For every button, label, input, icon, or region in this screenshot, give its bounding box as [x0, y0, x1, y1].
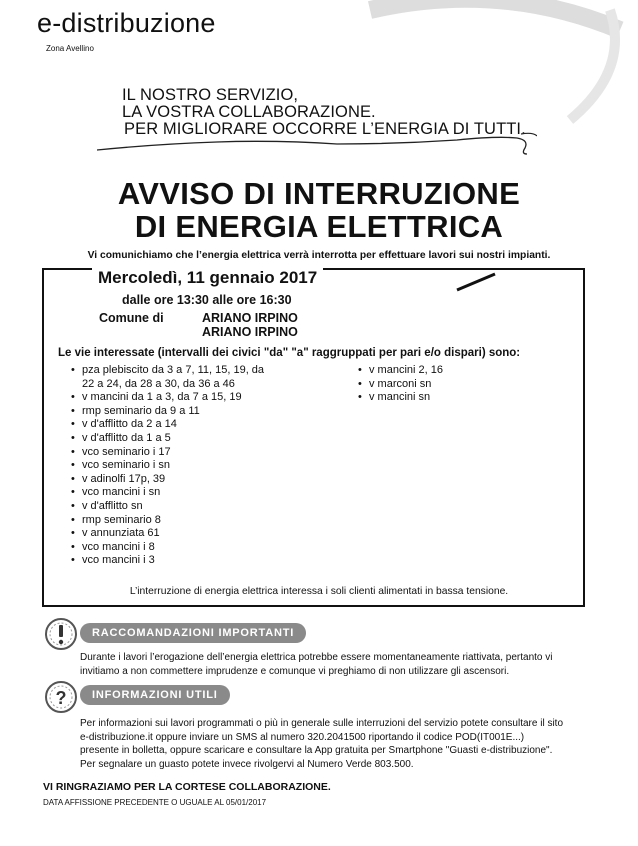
street-item: • rmp seminario 8 — [71, 514, 264, 528]
streets-list-col2 — [358, 364, 443, 405]
comune-line: Comune di ARIANO IRPINO — [99, 311, 298, 325]
exclamation-icon — [44, 617, 78, 651]
zona-label: Zona Avellino — [46, 44, 94, 53]
intro-text: Vi comunichiamo che l’energia elettrica verrà interrotta per effettuare lavori sui nostri impianti. — [87, 250, 551, 261]
slogan-line-1: IL NOSTRO SERVIZIO, — [122, 86, 299, 104]
street-item: • vco seminario i sn — [71, 459, 264, 473]
streets-list-col1 — [71, 364, 264, 568]
squiggle-decoration — [97, 130, 537, 158]
interruption-time: dalle ore 13:30 alle ore 16:30 — [122, 293, 292, 307]
slogan-line-3: PER MIGLIORARE OCCORRE L’ENERGIA DI TUTTI. — [124, 120, 526, 138]
interruption-date: Mercoledì, 11 gennaio 2017 — [92, 268, 323, 288]
street-item: • v annunziata 61 — [71, 527, 264, 541]
street-item: • v mancini da 1 a 3, da 7 a 15, 19 — [71, 391, 264, 405]
street-item: • vco mancini i sn — [71, 486, 264, 500]
street-item: • rmp seminario da 9 a 11 — [71, 405, 264, 419]
page-title: AVVISO DI INTERRUZIONE DI ENERGIA ELETTRICA — [117, 176, 521, 244]
street-item: • pza plebiscito da 3 a 7, 11, 15, 19, da — [71, 364, 264, 378]
question-icon — [44, 680, 78, 714]
raccomandazioni-text: Durante i lavori l’erogazione dell’energia elettrica potrebbe essere momentaneamente riattivata, pertanto vi invitiamo a non commettere imprudenze e comunque vi preghiamo di non utilizzare gli ascensori. — [80, 652, 553, 677]
comune-line-2: ARIANO IRPINO — [202, 325, 298, 339]
street-item: 22 a 24, da 28 a 30, da 36 a 46 — [82, 377, 235, 390]
raccomandazioni-banner: RACCOMANDAZIONI IMPORTANTI — [80, 623, 306, 643]
street-item: • vco seminario i 17 — [71, 446, 264, 460]
street-item: • v d'afflitto da 1 a 5 — [71, 432, 264, 446]
street-item: • v d'afflitto sn — [71, 500, 264, 514]
informazioni-text: Per informazioni sui lavori programmati o più in generale sulle interruzioni del servizio potete consultare il sito e-distribuzione.it oppure inviare un SMS al numero 320.2041500 riportando il codice POD(IT001E...) presente in bolletta, oppure scaricare e consultare la App gratuita per Smartphone "Guasti e-distribuzione". Per segnalare un guasto potete invece rivolgervi al Numero Verde 803.500. — [80, 718, 564, 770]
street-item: • v mancini 2, 16 — [358, 364, 443, 378]
box-corner-slash — [455, 272, 515, 292]
street-item: • v marconi sn — [358, 378, 443, 392]
streets-header: Le vie interessate (intervalli dei civici "da" "a" raggruppati per pari e/o dispari) sono: — [58, 347, 521, 359]
street-item: • vco mancini i 3 — [71, 554, 264, 568]
street-item: • v adinolfi 17p, 39 — [71, 473, 264, 487]
svg-text:?: ? — [55, 688, 67, 708]
street-item: • v d'afflitto da 2 a 14 — [71, 418, 264, 432]
bassa-tensione-note: L’interruzione di energia elettrica interessa i soli clienti alimentati in bassa tensione. — [129, 586, 509, 597]
street-item: • vco mancini i 8 — [71, 541, 264, 555]
affissione-date: DATA AFFISSIONE PRECEDENTE O UGUALE AL 05/01/2017 — [43, 798, 267, 807]
logo-e-distribuzione: e-distribuzione — [37, 8, 216, 38]
street-item: • v mancini sn — [358, 391, 443, 405]
informazioni-banner: INFORMAZIONI UTILI — [80, 685, 230, 705]
slogan-line-2: LA VOSTRA COLLABORAZIONE. — [122, 103, 376, 121]
thanks-line: VI RINGRAZIAMO PER LA CORTESE COLLABORAZIONE. — [43, 781, 331, 793]
